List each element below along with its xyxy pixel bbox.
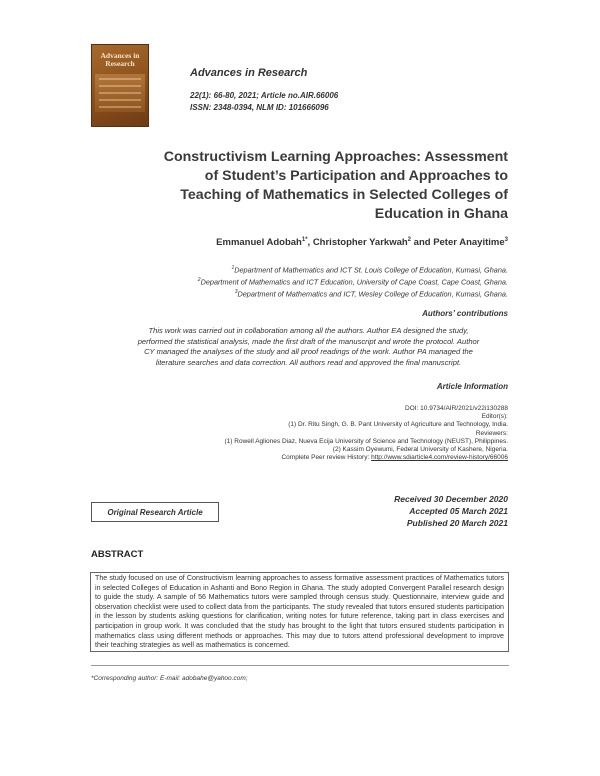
contributions-line: literature searches and data correction. All authors read and approved the final manuscript.: [155, 357, 462, 367]
affiliation-sup: 1: [231, 265, 235, 271]
author-name: Emmanuel Adobah: [216, 237, 302, 249]
author-separator: ,: [307, 237, 313, 249]
author-name: Christopher Yarkwah: [312, 237, 408, 249]
journal-name: Advances in Research: [190, 67, 308, 79]
affiliation-sup: 2: [197, 277, 201, 283]
title-line-3: Teaching of Mathematics in Selected Colleges of: [180, 187, 508, 203]
title-line-2: of Student’s Participation and Approaches to: [204, 168, 508, 184]
date-received: Received 30 December 2020: [394, 494, 508, 504]
author-sup: 1*: [301, 237, 308, 243]
contributions-line: This work was carried out in collaboration among all the authors. Author EA designed the study,: [148, 326, 469, 335]
doi: DOI: 10.9734/AIR/2021/v22i130288: [405, 405, 508, 412]
review-history: [281, 454, 508, 461]
author-sup: 2: [407, 237, 412, 243]
abstract-heading: ABSTRACT: [91, 549, 144, 560]
article-type-box: [91, 502, 219, 522]
journal-cover-image: [91, 44, 149, 127]
review-history-label: Complete Peer review History:: [281, 454, 372, 461]
reviewer-entry: (1) Rowell Agliones Diaz, Nueva Ecija University of Science and Technology (NEUST), Philippines.: [224, 438, 508, 445]
date-published: Published 20 March 2021: [406, 518, 508, 528]
article-info-heading: Article Information: [436, 382, 508, 391]
affiliation: [68, 265, 508, 274]
contributions-line: CY managed the analyses of the study and all proof readings of the work. Author PA managed the: [144, 347, 473, 356]
cover-decoration: [99, 78, 141, 113]
footnote-divider: [91, 665, 509, 666]
title-line-1: Constructivism Learning Approaches: Assessment: [163, 149, 508, 165]
abstract-box: [90, 572, 509, 652]
affiliation: [68, 289, 508, 298]
contributions-text: [108, 326, 509, 368]
reviewer-entry: (2) Kassim Oyewumi, Federal University of Kashere, Nigeria.: [332, 446, 508, 453]
paper-title: [110, 148, 508, 224]
review-history-link[interactable]: http://www.sdiarticle4.com/review-history/66006: [371, 454, 508, 461]
cover-title-line1: Advances in: [100, 51, 140, 60]
author-sup: 3: [504, 237, 508, 243]
title-line-4: Education in Ghana: [374, 206, 508, 222]
abstract-text: The study focused on use of Constructivism learning approaches to assess formative assessment practices of Mathematics tutors in selected Colleges of Education in Ashanti and Bono Region in Ghana. The study adopted Convergent Parallel research design to guide the study. A sample of 56 Mathematics tutors were sampled through census study. Questionnaire, interview guide and observation checklist were used to collect data from the participants. The study revealed that tutors ensured students participation in the lesson by students asking questions for clarification, writing notes for future reference, taking part in class exercises and participation in group work. It was concluded that the study has brought to the light that tutors ensured students participation in mathematics class using different methods or approaches. This may due to tutors attend professional development to improve their teaching strategies as well as mathematics is concerned.: [95, 574, 504, 650]
editor-entry: (1) Dr. Ritu Singh, G. B. Pant University of Agriculture and Technology, India.: [288, 421, 508, 428]
affiliation-sup: 3: [234, 289, 238, 295]
article-type: Original Research Article: [107, 507, 203, 517]
editors-label: Editor(s):: [481, 413, 508, 420]
cover-title-line2: Research: [105, 59, 135, 68]
contributions-line: performed the statistical analysis, made the first draft of the manuscript and wrote the protocol. Author: [137, 336, 480, 346]
journal-issn: ISSN: 2348-0394, NLM ID: 101666096: [190, 103, 329, 112]
date-accepted: Accepted 05 March 2021: [409, 506, 508, 516]
affiliation-text: Department of Mathematics and ICT St. Louis College of Education, Kumasi, Ghana.: [234, 265, 508, 275]
author-name: Peter Anayitime: [433, 237, 505, 249]
contributions-heading: Authors’ contributions: [422, 309, 508, 318]
journal-citation: 22(1): 66-80, 2021; Article no.AIR.66006: [190, 91, 339, 100]
affiliation-text: Department of Mathematics and ICT Education, University of Cape Coast, Cape Coast, Ghana.: [200, 277, 508, 287]
affiliation: [68, 277, 508, 286]
affiliation-text: Department of Mathematics and ICT, Wesley College of Education, Kumasi, Ghana.: [237, 289, 508, 299]
reviewers-label: Reviewers:: [475, 430, 508, 437]
author-separator: and: [411, 237, 434, 249]
author-list: [216, 237, 508, 248]
corresponding-author-footnote: *Corresponding author: E-mail: adobahe@yahoo.com;: [91, 675, 248, 682]
